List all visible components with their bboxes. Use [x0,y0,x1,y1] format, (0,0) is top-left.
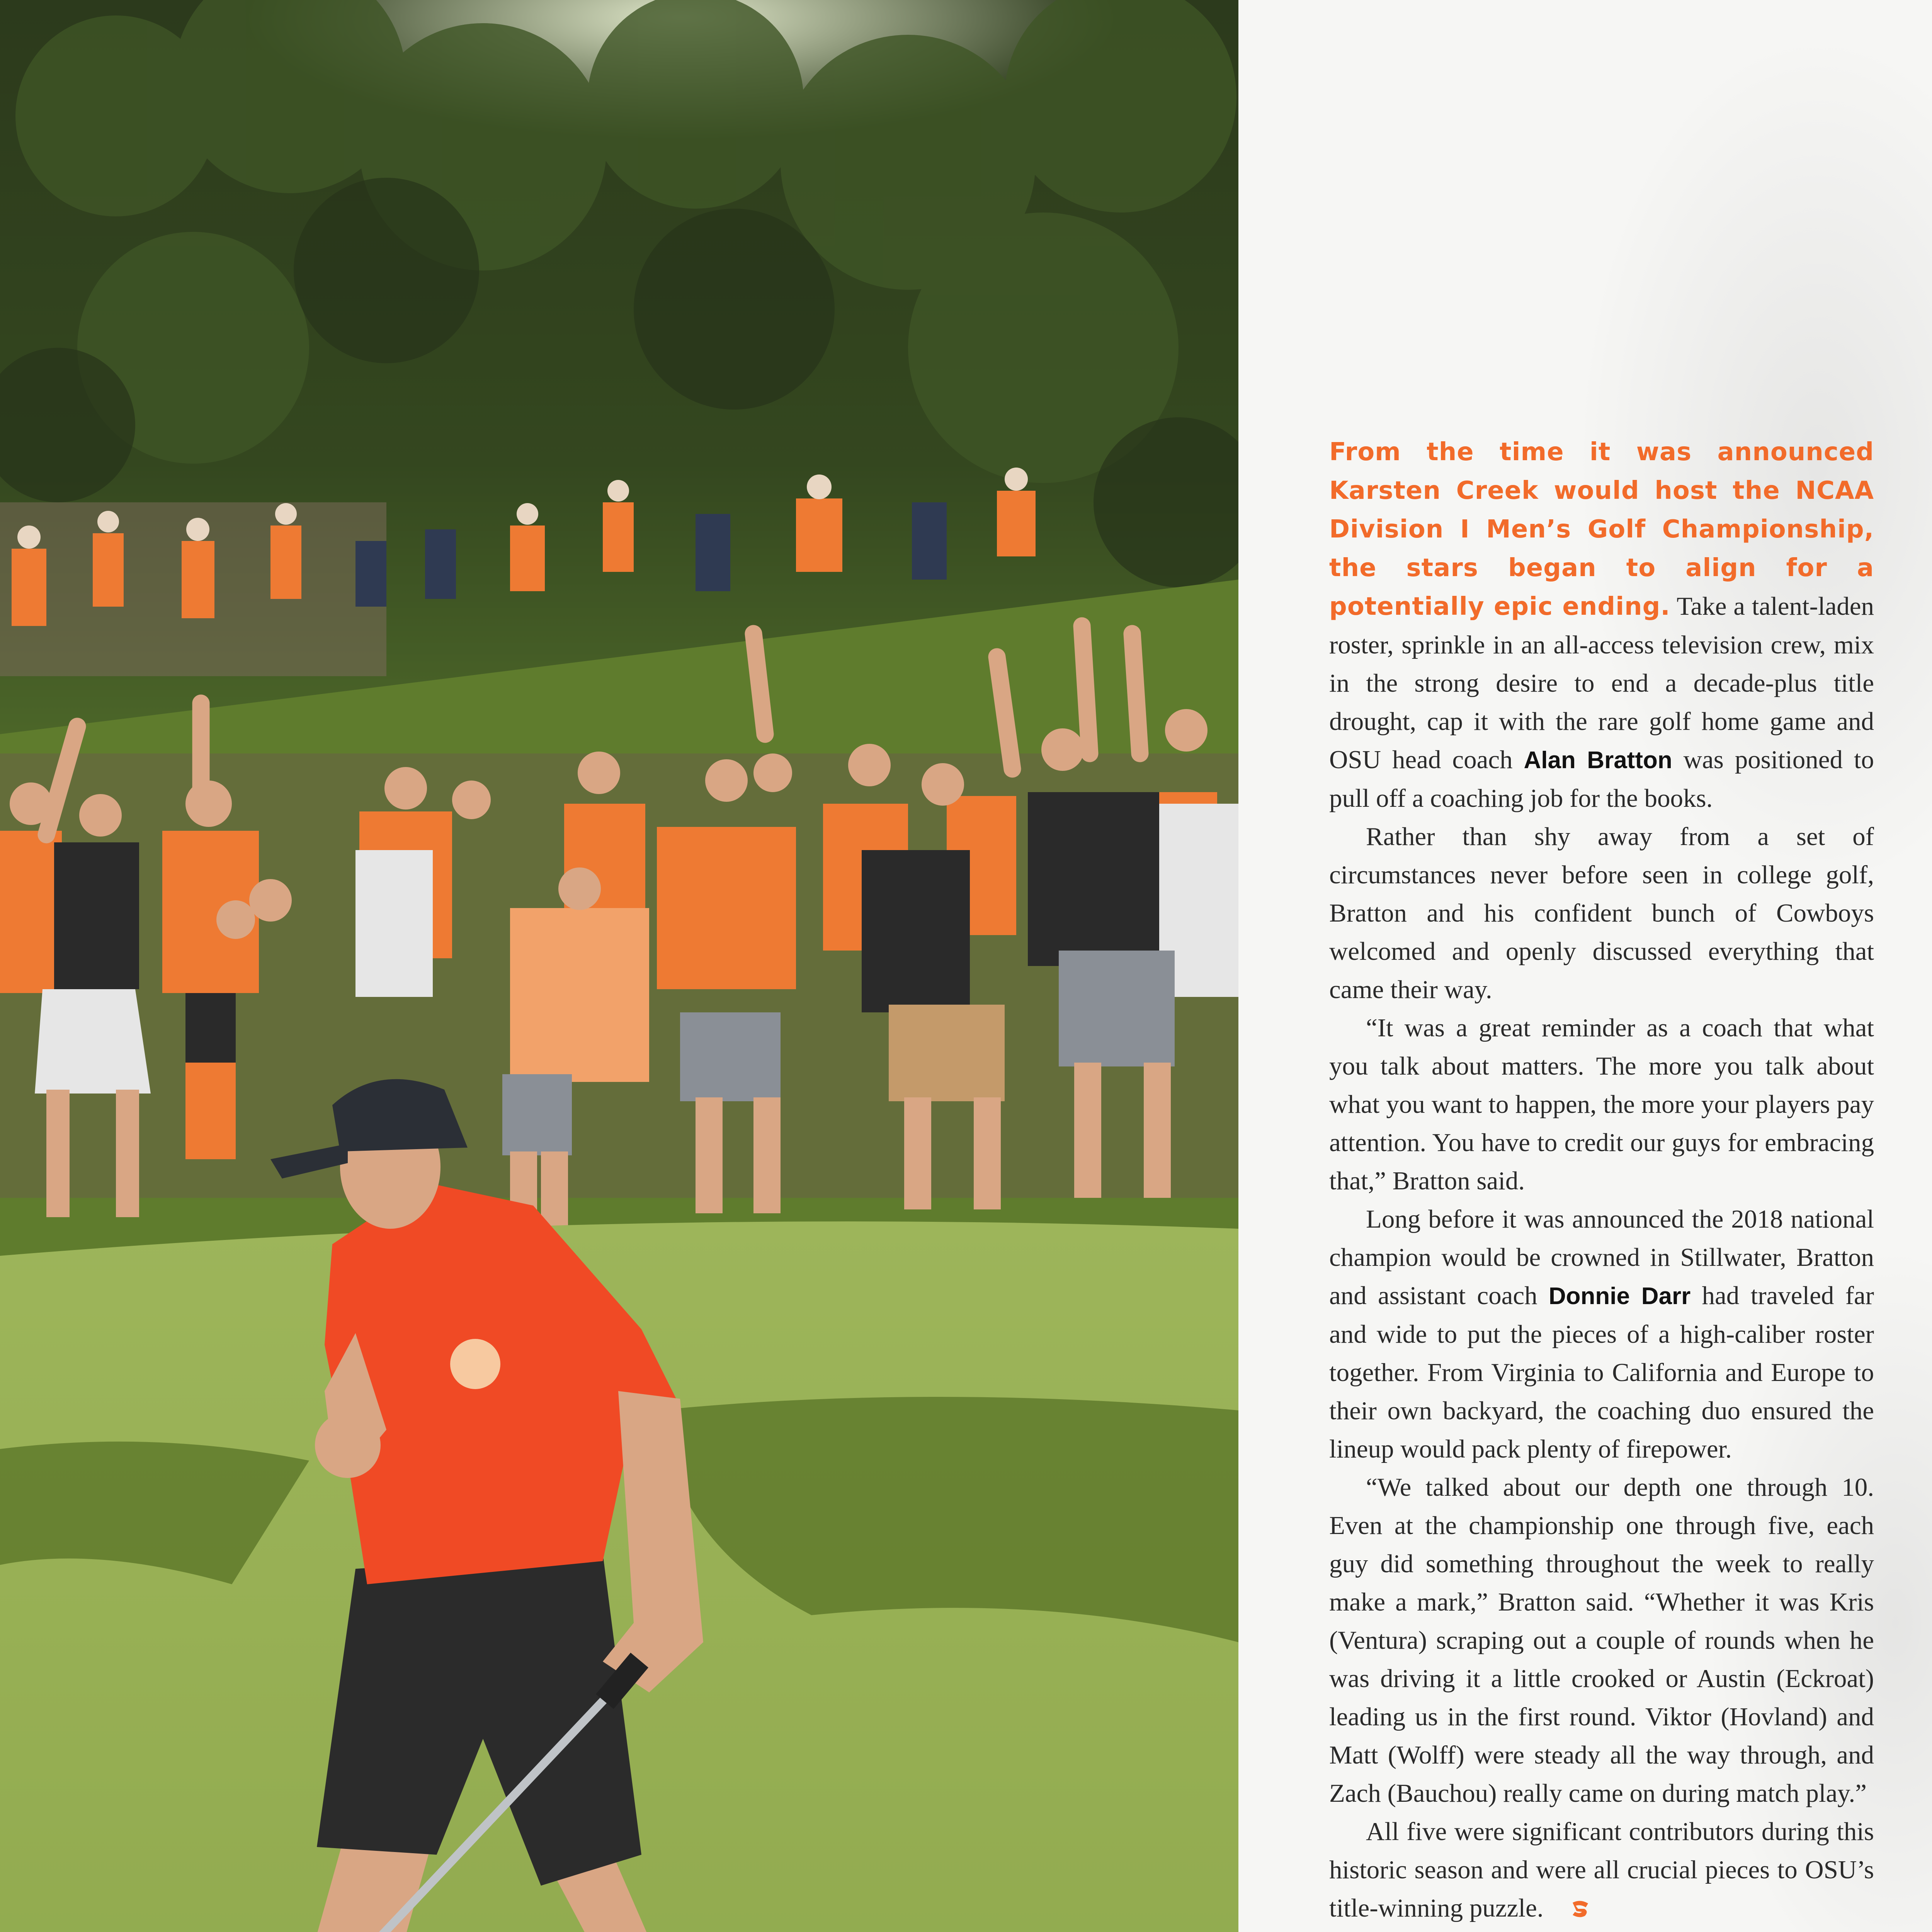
paragraph-2: Rather than shy away from a set of circumstances never before seen in college golf, Bratton and his confident bunch of Cowboys welcomed and openly discussed everything that came their way. [1329,822,1874,1004]
paragraph-6-text: All five were significant contributors during this historic season and were all crucial pieces to OSU’s title-winning puzzle. [1329,1817,1874,1922]
paragraph-3: “It was a great reminder as a coach that what you talk about matters. The more you talk about what you want to happen, the more your players pay attention. You have to credit our guys for embracing that,” Bratton said. [1329,1014,1874,1195]
paragraph-4-text-b: had traveled far and wide to put the pieces of a high-caliber roster together. From Virginia to California and Europe to their own backyard, the coaching duo ensured the lineup would pack plenty of firepower. [1329,1281,1874,1463]
article-body [1329,433,1874,1927]
paragraph-1-text-b: was positioned to pull off a coaching job for the books. [1329,745,1874,813]
lead-in: From the time it was announced Karsten Creek would host the NCAA Division I Men’s Golf Championship, the stars began to align for a potentially epic ending. [1329,438,1874,621]
paragraph-1 [1329,433,1874,818]
paragraph-6 [1329,1813,1874,1927]
pistol-pete-end-mark-icon [1570,1900,1590,1918]
coach-name-donnie-darr: Donnie Darr [1548,1283,1691,1310]
shirt-logo [450,1339,500,1389]
coach-name-alan-bratton: Alan Bratton [1524,747,1672,774]
paragraph-4-text-a: Long before it was announced the 2018 national champion would be crowned in Stillwater, Bratton and assistant coach [1329,1205,1874,1310]
paragraph-1-text-a: Take a talent-laden roster, sprinkle in an all-access television crew, mix in the strong desire to end a decade-plus title drought, cap it with the rare golf home game and OSU head coach [1329,592,1874,774]
paragraph-5: “We talked about our depth one through 10. Even at the championship one through five, each guy did something throughout the week to really make a mark,” Bratton said. “Whether it was Kris (Ventura) scraping out a couple of rounds when he was driving it a little crooked or Austin (Eckroat) leading us in the first round. Viktor (Hovland) and Matt (Wolff) were steady all the way through, and Zach (Bauchou) really came on during match play.” [1329,1473,1874,1808]
paragraph-4 [1329,1200,1874,1468]
